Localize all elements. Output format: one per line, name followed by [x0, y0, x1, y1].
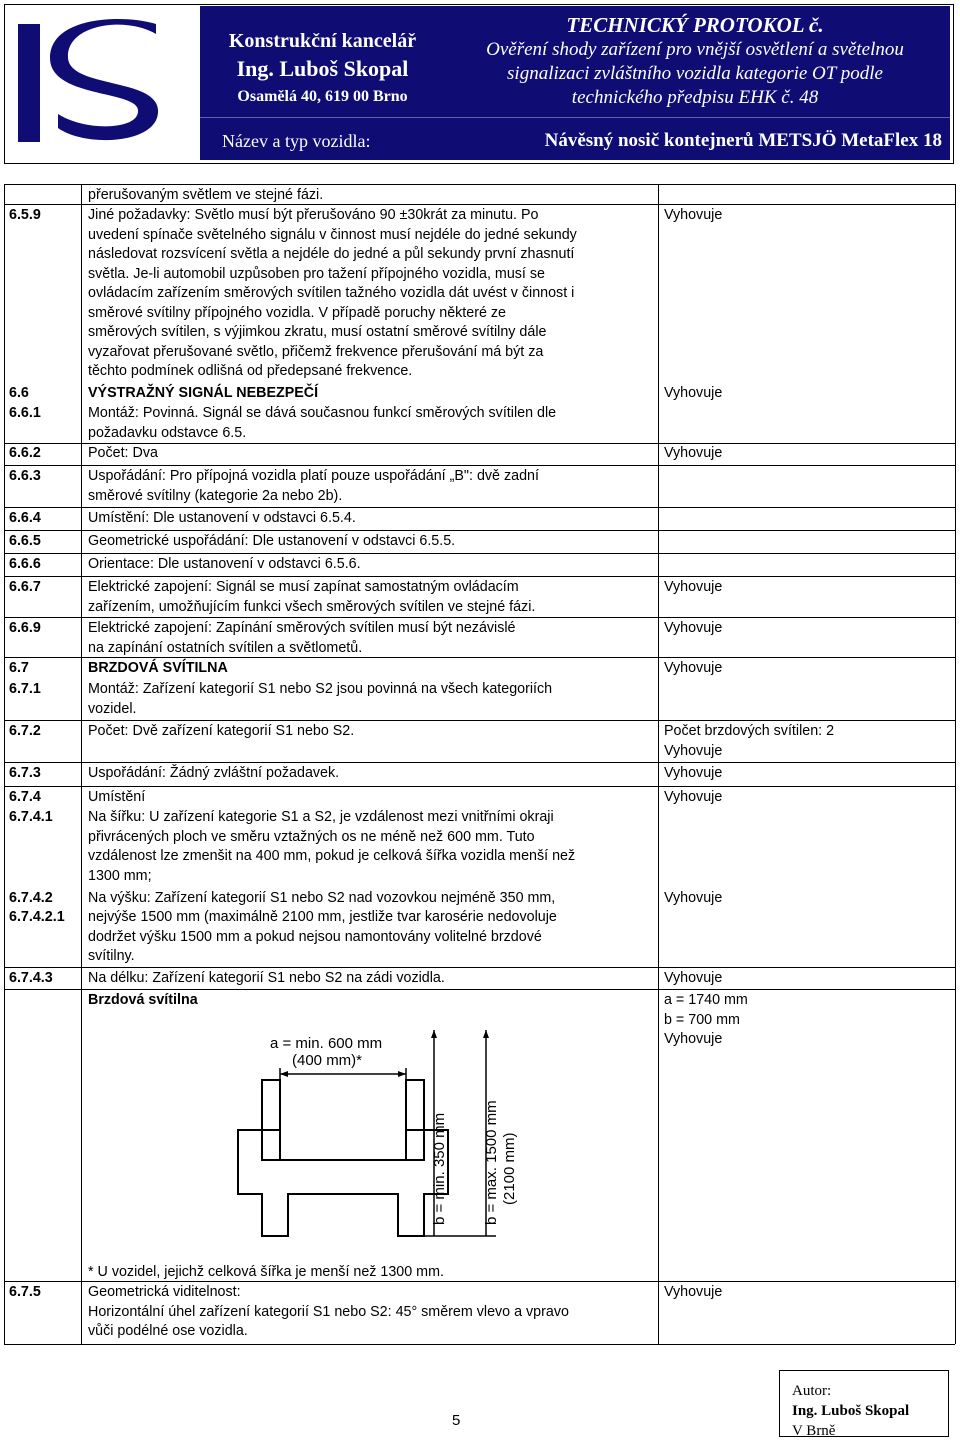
row-divider [4, 553, 955, 554]
text-line: Jiné požadavky: Světlo musí být přerušováno 90 ±30krát za minutu. Po [88, 207, 539, 223]
section-number: 6.7.5 [9, 1284, 41, 1300]
result-line: Vyhovuje [664, 890, 723, 906]
diagram-a-label: a = min. 600 mm [270, 1035, 383, 1052]
section-number: 6.7.3 [9, 765, 41, 781]
result-line: Vyhovuje [664, 970, 723, 986]
diagram-b-max-note: (2100 mm) [501, 1132, 518, 1205]
requirement-text [88, 509, 658, 529]
section-number: 6.6.6 [9, 556, 41, 572]
row-divider [4, 576, 955, 577]
column-divider [81, 184, 82, 1344]
result-cell [664, 991, 954, 1050]
requirement-text [88, 555, 658, 575]
row-divider [4, 617, 955, 618]
company-address: Osamělá 40, 619 00 Brno [237, 88, 408, 105]
row-divider [4, 530, 955, 531]
section-number: 6.7.4.2 [9, 890, 53, 906]
author-box [779, 1370, 949, 1437]
text-line: vozidel. [88, 700, 137, 717]
vehicle-value: Návěsný nosič kontejnerů METSJÖ MetaFlex 18 [544, 130, 942, 151]
result-cell [664, 788, 954, 808]
result-line: Počet brzdových svítilen: 2 [664, 723, 835, 739]
text-line: svítilny. [88, 948, 135, 964]
page-header [0, 0, 960, 166]
section-number: 6.6.7 [9, 579, 41, 595]
section-number: 6.6.9 [9, 620, 41, 636]
text-line: Horizontální úhel zařízení kategorií S1 nebo S2: 45° směrem vlevo a vpravo [88, 1303, 569, 1320]
requirement-text [88, 908, 658, 967]
requirement-text [88, 186, 658, 206]
vehicle-outline [238, 1080, 448, 1236]
protocol-desc-3: technického předpisu EHK č. 48 [571, 87, 819, 108]
section-number: 6.7.4.2.1 [9, 909, 65, 925]
text-line: ovládacím zařízením směrových svítilen tažného vozidla dát uvést v činnost i [88, 285, 575, 301]
diagram-a-note: (400 mm)* [292, 1052, 363, 1069]
page-number: 5 [452, 1412, 461, 1429]
text-line: Na šířku: U zařízení kategorie S1 a S2, je vzdálenost mezi vnitřními okraji [88, 809, 554, 825]
author-label: Autor: [792, 1383, 832, 1399]
requirement-text [88, 764, 658, 784]
text-line: Počet: Dvě zařízení kategorií S1 nebo S2. [88, 723, 355, 739]
text-line: Elektrické zapojení: Zapínání směrových svítilen musí být nezávislé [88, 620, 516, 636]
row-divider [4, 762, 955, 763]
requirement-text [88, 404, 658, 443]
result-line: b = 700 mm [664, 1011, 740, 1028]
requirement-text [88, 384, 658, 404]
result-cell [664, 659, 954, 679]
company-block [205, 28, 440, 110]
result-cell [664, 206, 954, 226]
text-line: požadavku odstavce 6.5. [88, 424, 247, 441]
text-line: směrové svítilny přípojného vozidla. V případě poruchy některé ze [88, 304, 507, 321]
requirement-text [88, 680, 658, 719]
result-line: a = 1740 mm [664, 992, 748, 1008]
result-line: Vyhovuje [664, 579, 723, 595]
result-line: Vyhovuje [664, 207, 723, 223]
requirement-text [88, 991, 658, 1011]
section-number: 6.6.5 [9, 533, 41, 549]
text-line: 1300 mm; [88, 867, 152, 884]
requirement-text [88, 578, 658, 617]
diagram-b-min-label: b = min. 350 mm [431, 1112, 448, 1225]
text-line: nejvýše 1500 mm (maximálně 2100 mm, jestliže tvar karosérie nedovoluje [88, 909, 557, 925]
requirement-text [88, 1283, 658, 1342]
protocol-desc-2: signalizaci zvláštního vozidla kategorie OT podle [507, 63, 883, 84]
result-cell [664, 619, 954, 639]
company-name: Konstrukční kancelář [228, 30, 417, 52]
diagram-b-max-label: b = max. 1500 mm [483, 1100, 500, 1225]
section-number: 6.6 [9, 385, 29, 401]
result-line: Vyhovuje [664, 620, 723, 636]
header-divider [200, 117, 950, 118]
text-line: následovat rozsvícení světla a nejdéle do jedné a půl sekundy první zhasnutí [88, 246, 575, 262]
requirement-text [88, 206, 658, 382]
text-line: světla. Je-li automobil uzpůsoben pro tažení přípojného vozidla, musí se [88, 265, 545, 282]
requirement-text [88, 444, 658, 464]
text-line: Montáž: Zařízení kategorií S1 nebo S2 jsou povinná na všech kategoriích [88, 681, 553, 697]
row-divider [4, 786, 955, 787]
requirement-text [88, 619, 658, 658]
result-line: Vyhovuje [664, 1031, 723, 1047]
protocol-title: TECHNICKÝ PROTOKOL č. [566, 13, 824, 37]
text-line: dodržet výšku 1500 mm a pokud nejsou namontovány volitelné brzdové [88, 928, 542, 945]
requirement-text [88, 889, 658, 909]
engineer-name: Ing. Luboš Skopal [236, 56, 409, 81]
lamp-right [406, 1130, 424, 1160]
text-line: směrové svítilny (kategorie 2a nebo 2b). [88, 487, 343, 504]
requirement-text [88, 659, 658, 679]
row-divider [4, 465, 955, 466]
result-cell [664, 578, 954, 598]
row-divider [4, 507, 955, 508]
text-line: Elektrické zapojení: Signál se musí zapínat samostatným ovládacím [88, 579, 519, 595]
text-line: zařízením, umožňujícím funkci všech směrových svítilen ve stejné fázi. [88, 598, 536, 615]
lamp-left [262, 1130, 280, 1160]
section-number: 6.7.4 [9, 789, 41, 805]
text-line: Umístění: Dle ustanovení v odstavci 6.5.4. [88, 510, 356, 526]
row-divider [4, 184, 955, 185]
protocol-block [455, 12, 935, 110]
text-line: VÝSTRAŽNÝ SIGNÁL NEBEZPEČÍ [88, 385, 319, 401]
text-line: Orientace: Dle ustanovení v odstavci 6.5.6. [88, 556, 361, 572]
text-line: Umístění [88, 789, 146, 805]
requirement-text [88, 467, 658, 506]
text-line: přivrácených ploch ve směru vztažných os ne méně než 600 mm. Tuto [88, 828, 535, 845]
text-line: směrových svítilen, s výjimkou zkratu, musí ostatní směrové svítilny dále [88, 324, 547, 340]
requirement-text [88, 532, 658, 552]
section-number: 6.6.2 [9, 445, 41, 461]
result-cell [664, 1283, 954, 1303]
result-line: Vyhovuje [664, 742, 723, 759]
vehicle-label: Název a typ vozidla: [222, 131, 371, 151]
text-line: Brzdová svítilna [88, 992, 198, 1008]
text-line: těchto podmínek odlišná od předepsané frekvence. [88, 363, 413, 379]
section-number: 6.5.9 [9, 207, 41, 223]
result-line: Vyhovuje [664, 765, 723, 781]
text-line: vzdálenost lze zmenšit na 400 mm, pokud je celková šířka vozidla menší než [88, 848, 576, 864]
section-number: 6.7.4.3 [9, 970, 53, 986]
result-line: Vyhovuje [664, 660, 723, 676]
result-line: Vyhovuje [664, 789, 723, 805]
section-number: 6.7 [9, 660, 29, 676]
result-cell [664, 444, 954, 464]
requirement-text [88, 969, 658, 989]
company-logo [6, 6, 196, 156]
row-divider [4, 967, 955, 968]
text-line: uvedení spínače světelného signálu v činnost musí nejdéle do jedné sekundy [88, 226, 577, 243]
result-cell [664, 889, 954, 909]
text-line: přerušovaným světlem ve stejné fázi. [88, 187, 324, 203]
text-line: vůči podélné ose vozidla. [88, 1323, 248, 1339]
section-number: 6.7.2 [9, 723, 41, 739]
row-divider [4, 1344, 955, 1345]
result-cell [664, 384, 954, 404]
result-line: Vyhovuje [664, 385, 723, 401]
text-line: Uspořádání: Pro přípojná vozidla platí pouze uspořádání „B": dvě zadní [88, 468, 539, 484]
requirement-text [88, 788, 658, 808]
text-line: BRZDOVÁ SVÍTILNA [88, 660, 228, 676]
text-line: Na výšku: Zařízení kategorií S1 nebo S2 nad vozovkou nejméně 350 mm, [88, 890, 556, 906]
requirement-text [88, 1263, 658, 1283]
protocol-desc-1: Ověření shody zařízení pro vnější osvětlení a světelnou [486, 39, 904, 60]
requirement-text [88, 722, 658, 742]
author-name: Ing. Luboš Skopal [792, 1403, 910, 1419]
text-line: Montáž: Povinná. Signál se dává současnou funkcí směrových svítilen dle [88, 405, 557, 421]
section-number: 6.7.1 [9, 681, 41, 697]
result-cell [664, 764, 954, 784]
result-line: Vyhovuje [664, 1284, 723, 1300]
author-city: V Brně [792, 1423, 836, 1439]
result-line: Vyhovuje [664, 445, 723, 461]
row-divider [4, 989, 955, 990]
section-number: 6.6.4 [9, 510, 41, 526]
brake-light-diagram [234, 1010, 534, 1245]
text-line: Geometrická viditelnost: [88, 1284, 241, 1300]
row-divider [4, 720, 955, 721]
requirement-text [88, 808, 658, 886]
text-line: vyzařovat přerušované světlo, přičemž frekvence přerušování má být za [88, 343, 544, 360]
column-divider [658, 184, 659, 1344]
result-cell [664, 969, 954, 989]
text-line: na zapínání ostatních svítilen a světlometů. [88, 639, 363, 656]
result-cell [664, 722, 954, 761]
section-number: 6.6.1 [9, 405, 41, 421]
section-number: 6.6.3 [9, 468, 41, 484]
section-number: 6.7.4.1 [9, 809, 53, 825]
text-line: * U vozidel, jejichž celková šířka je menší než 1300 mm. [88, 1264, 444, 1280]
text-line: Na délku: Zařízení kategorií S1 nebo S2 na zádi vozidla. [88, 970, 445, 986]
text-line: Uspořádání: Žádný zvláštní požadavek. [88, 765, 340, 781]
text-line: Počet: Dva [88, 445, 158, 461]
text-line: Geometrické uspořádání: Dle ustanovení v odstavci 6.5.5. [88, 533, 456, 549]
